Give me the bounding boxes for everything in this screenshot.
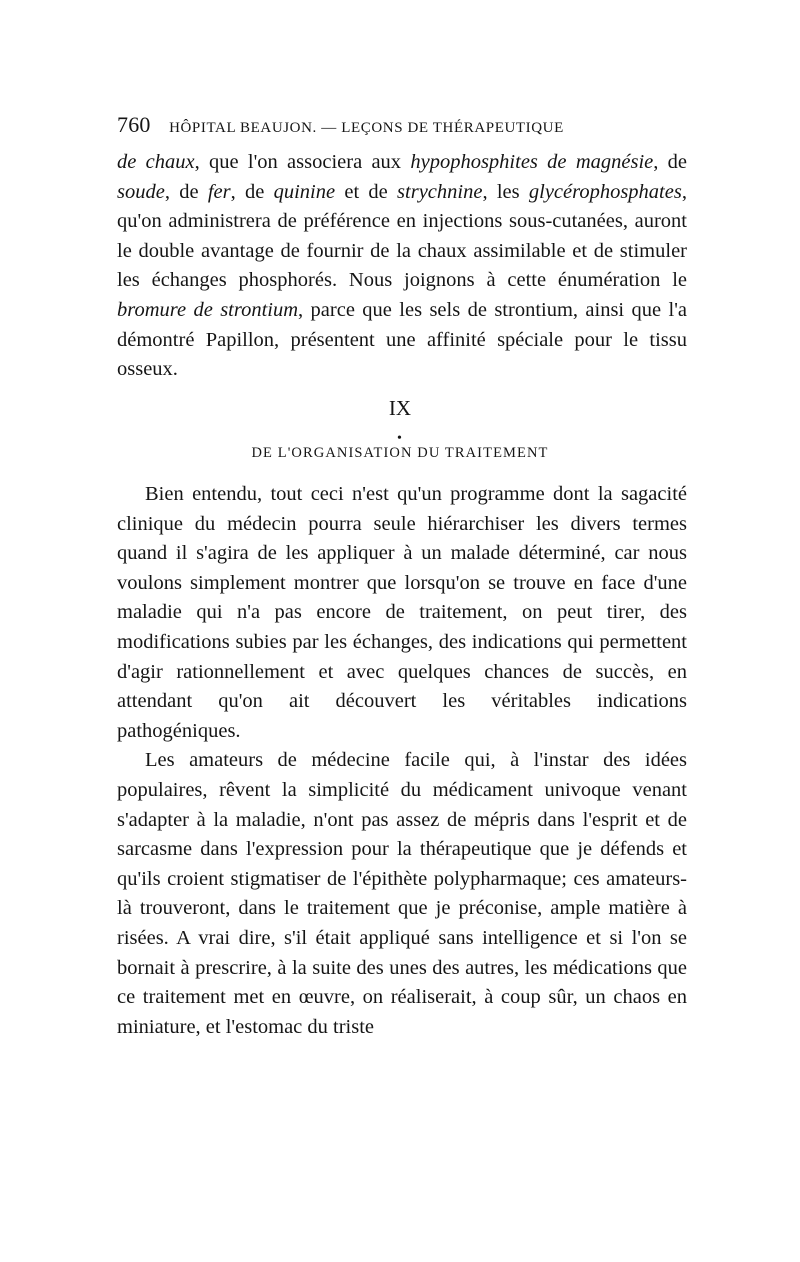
section-numeral: IX <box>388 396 412 420</box>
section-body <box>117 480 687 1042</box>
text-run: , de <box>230 180 274 203</box>
text-run: , parce que les sels de strontium, ainsi que l'a démontré Papillon, présentent une affinité spéciale pour le tissu osseux. <box>117 298 687 381</box>
italic-term: soude <box>117 180 165 203</box>
italic-term: strychnine <box>397 180 483 203</box>
body-paragraph: Les amateurs de médecine facile qui, à l'instar des idées populaires, rêvent la simplicité du médicament univoque venant s'adapter à la maladie, n'ont pas assez de mépris dans l'esprit et de sarcasme dans l'expression pour la thérapeutique que je défends et qu'ils croient stigmatiser de l'épithète polypharmaque; ces amateurs-là trouveront, dans le traitement que je préconise, ample matière à risées. A vrai dire, s'il était appliqué sans intelligence et si l'on se bornait à prescrire, à la suite des unes des autres, les médications que ce traitement met en œuvre, on réaliserait, à coup sûr, un chaos en miniature, et l'estomac du triste <box>117 749 687 1038</box>
italic-term: bromure de strontium <box>117 298 299 321</box>
text-run: , les <box>482 180 529 203</box>
italic-term: hypophosphites de magnésie <box>410 151 654 173</box>
continuation-paragraph <box>117 148 687 385</box>
italic-term: glycérophosphates <box>528 180 682 203</box>
body-paragraph: Bien entendu, tout ceci n'est qu'un programme dont la sagacité clinique du médecin pourra seule hiérarchiser les divers termes quand il s'agira de les appliquer à un malade déterminé, car nous voulons simplement montrer que lorsqu'on se trouve en face d'une maladie qui n'a pas encore de traitement, on peut tirer, des modifications subies par les échanges, des indications qui permettent d'agir rationnellement et avec quelques chances de succès, en attendant qu'on ait découvert les véritables indications pathogéniques. <box>117 483 687 742</box>
page-number: 760 <box>117 112 151 137</box>
text-run: , de <box>653 151 688 173</box>
text-run: , qu'on administrera de préférence en injections sous-cutanées, auront le double avantage de fournir de la chaux assimilable et de stimuler les échanges phosphorés. Nous joignons à cette énumération le <box>117 180 687 292</box>
italic-term: fer <box>207 180 231 203</box>
ornament-dot: • <box>397 431 402 446</box>
italic-term: de chaux <box>117 151 195 173</box>
text-run: , que l'on associera aux <box>194 151 411 173</box>
text-run: et de <box>335 180 398 203</box>
running-header <box>117 112 687 138</box>
italic-term: quinine <box>273 180 336 203</box>
running-title: HÔPITAL BEAUJON. — LEÇONS DE THÉRAPEUTIQUE <box>169 120 564 136</box>
section-title: DE L'ORGANISATION DU TRAITEMENT <box>251 445 549 461</box>
text-run: , de <box>164 180 208 203</box>
